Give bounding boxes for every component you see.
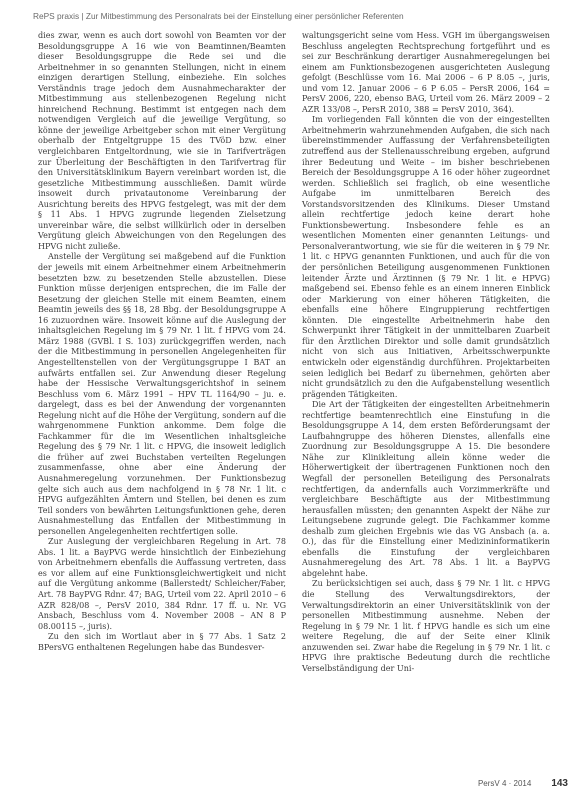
- paragraph: Zur Auslegung der vergleichbaren Regelung in Art. 78 Abs. 1 lit. a BayPVG werde hinsichtlich der Einbeziehung von Arbeitnehmern ebenfalls die Auffassung vertreten, dass es vor allem auf eine Funktionsgleichwertigkeit und nicht auf die Vergütung ankomme (Ballerstedt/ Schleicher/Faber, Art. 78 BayPVG Rdnr. 47; BAG, Urteil vom 22. April 2010 – 6 AZR 828/08 –, PersV 2010, 384 Rdnr. 17 ff. u. Nr. VG Ansbach, Beschluss vom 4. November 2008 – AN 8 P 08.00115 –, juris).: [38, 537, 286, 631]
- paragraph: Anstelle der Vergütung sei maßgebend auf die Funktion der jeweils mit einem Arbeitnehmer einem Arbeitnehmerin besetzten bzw. zu besetzenden Stelle abzustellen. Diese Funktion müsse derjenigen entsprechen, die im Falle der Besetzung der gleichen Stelle mit einem Beamten, einem Beamtin jeweils des §§ 18, 28 Bbg. der Besoldungsgruppe A 16 zuzuordnen wäre. Insoweit könne auf die Auslegung der inhaltsgleichen Regelung im § 79 Nr. 1 lit. f HPVG vom 24. März 1988 (GVBl. I S. 103) zurückgegriffen werden, nach der die Mitbestimmung in personellen Angelegenheiten für Angestelltenstellen von der Vergütungsgruppe I BAT an aufwärts entfallen sei. Zur Anwendung dieser Regelung habe der Hessische Verwaltungsgerichtshof in seinem Beschluss vom 6. März 1991 – HPV TL 1164/90 – ju. e. dargelegt, dass es bei der Anwendung der vorgenannten Regelung nicht auf die Höhe der Vergütung, sondern auf die wahrgenommene Funktion ankomme. Dem folge die Fachkammer für die im Wesentlichen inhaltsgleiche Regelung des § 79 Nr. 1 lit. c HPVG, die insoweit lediglich die früher auf zwei Buchstaben verteilten Regelungen zusammenfasse, ohne aber eine Änderung der Ausnahmeregelung vorzunehmen. Der Funktionsbezug gelte sich auch aus dem nachfolgend in § 78 Nr. 1 lit. c HPVG aufgezählten Ämtern und Stellen, bei denen es zum Teil sonders von bewährten Leitungsfunktionen gehe, deren Ausnahmestellung das Entfallen der Mitbestimmung in personellen Angelegenheiten rechtfertigen solle.: [38, 252, 286, 536]
- paragraph: Zu den sich im Wortlaut aber in § 77 Abs. 1 Satz 2 BPersVG enthaltenen Regelungen habe das Bundesver-: [38, 632, 286, 652]
- journal-issue: PersV 4 · 2014: [477, 779, 532, 788]
- running-header: RePS praxis | Zur Mitbestimmung des Personalrats bei der Einstellung einer persönlicher Referenten: [33, 11, 404, 21]
- right-column: [302, 31, 550, 674]
- paragraph: Die Art der Tätigkeiten der eingestellten Arbeitnehmerin rechtfertige beamtenrechtlich eine Einstufung in die Besoldungsgruppe A 14, dem ersten Beförderungsamt der Laufbahngruppe des höheren Dienstes, allenfalls eine Zuordnung zur Besoldungsgruppe A 15. Die besondere Nähe zur Klinikleitung allein könne weder die Höherwertigkeit der übertragenen Funktionen noch den Wegfall der personellen Beteiligung des Personalrats rechtfertigen, da andernfalls auch Vorzimmerkräfte und vergleichbare Beschäftigte aus der Mitbestimmung herausfallen müssten; den genannten Aspekt der Nähe zur Leitungsebene zugrunde gelegt. Die Fachkammer komme deshalb zum gleichen Ergebnis wie das VG Ansbach (a. a. O.), das für die Einstellung einer Medizininformatikerin ebenfalls die Einstufung der vergleichbaren Ausnahmeregelung des Art. 78 Abs. 1 lit. a BayPVG abgelehnt habe.: [302, 400, 550, 578]
- left-column: [38, 31, 286, 653]
- page-number: 143: [551, 778, 568, 789]
- page-footer: [478, 778, 568, 789]
- paragraph: waltungsgericht seine vom Hess. VGH im übergangsweisen Beschluss angelegten Rechtsprechung fortgeführt und es sei zur Beschränkung derartiger Ausnahmeregelungen bei einem am Funktionsbezogenen ausgerichteten Auslegung gefolgt (Beschlüsse vom 16. Mai 2006 – 6 P 8.05 –, juris, und vom 12. Januar 2006 – 6 P 6.05 – PersR 2006, 164 = PersV 2006, 220, ebenso BAG, Urteil vom 26. März 2009 – 2 AZR 133/08 –, PersR 2010, 388 = PersV 2010, 364).: [302, 31, 550, 114]
- paragraph: Zu berücksichtigen sei auch, dass § 79 Nr. 1 lit. c HPVG die Stellung des Verwaltungsdirektors, der Verwaltungsdirektorin an einer Universitätsklinik von der personellen Mitbestimmung ausnehme. Neben der Regelung in § 79 Nr. 1 lit. f HPVG handle es sich um eine weitere Regelung, die auf der Seite einer Klinik anzuwenden sei. Zwar habe die Regelung in § 79 Nr. 1 lit. c HPVG ihre praktische Bedeutung durch die rechtliche Verselbständigung der Uni-: [302, 579, 550, 673]
- paragraph: dies zwar, wenn es auch dort sowohl von Beamten vor der Besoldungsgruppe A 16 wie von Beamtinnen/Beamten dieser Besoldungsgruppe die Rede sei und die Arbeitnehmer in so genannten Stellungen, nicht in einem einzigen derartigen Stellung, einbeziehe. Ein solches Verständnis trage jedoch dem Ausnahmecharakter der Mitbestimmung aus stellenbezogenen Regelung nicht hinreichend Rechnung. Bestimmt ist entgegen nach dem notwendigen Vergleich auf die jeweilige Vergütung, so könne der jeweilige Arbeitgeber schon mit einer Vergütung oberhalb der Entgeltgruppe 15 des TVöD bzw. einer vergleichbaren Entgeltordnung, wie sie in Tarifverträgen zur Überleitung der Beschäftigten in den Tarifvertrag für den Universitätsklinikum Bayern vereinbart worden ist, die gesetzliche Mitbestimmung ausschließen. Damit würde insoweit durch privatautonome Vereinbarung der Ausrichtung bereits des HPVG festgelegt, was mit der dem § 11 Abs. 1 HPVG zugrunde liegenden Zielsetzung unvereinbar wäre, die selbst willkürlich oder in derselben Vergütung gleich Abweichungen von den Regelungen des HPVG nicht zuließe.: [38, 31, 286, 251]
- paragraph: Im vorliegenden Fall könnten die von der eingestellten Arbeitnehmerin wahrzunehmenden Aufgaben, die sich nach übereinstimmender Auffassung der Verfahrensbeteiligten zutreffend aus der Stellenausschreibung ergeben, aufgrund ihrer Bedeutung und Weite – im bisher beschriebenen Bereich der Besoldungsgruppe A 16 oder höher zugeordnet werden. Schließlich sei fraglich, ob eine wesentliche Aufgabe im unmittelbaren Bereich des Vorstandsvorsitzenden des Klinikums. Dieser Umstand allein rechtfertige jedoch keine derart hohe Funktionsbewertung. Insbesondere fehle es an wesentlichen Momenten einer genannten Leitungs- und Personalverantwortung, wie sie für die weiteren in § 79 Nr. 1 lit. c HPVG genannten Funktionen, und auch für die von der persönlichen Beteiligung ausgenommenen Funktionen leitender Ärzte und Ärztinnen (§ 79 Nr. 1 lit. e HPVG) maßgebend sei. Ebenso fehle es an einem inneren Einblick oder Markierung von einer höheren Tätigkeiten, die ebenfalls eine höhere Eingruppierung rechtfertigen könnten. Die eingestellte Arbeitnehmerin habe den Schwerpunkt ihrer Tätigkeit in der unmittelbaren Zuarbeit für den Ärztlichen Direktor und solle damit grundsätzlich nicht von sich aus Initiativen, Arbeitsschwerpunkte entwickeln oder eigenständig durchführen. Projektarbeiten seien lediglich bei Bedarf zu übernehmen, gehörten aber nicht grundsätzlich zu den die Aufgabenstellung wesentlich prägenden Tätigkeiten.: [302, 115, 550, 399]
